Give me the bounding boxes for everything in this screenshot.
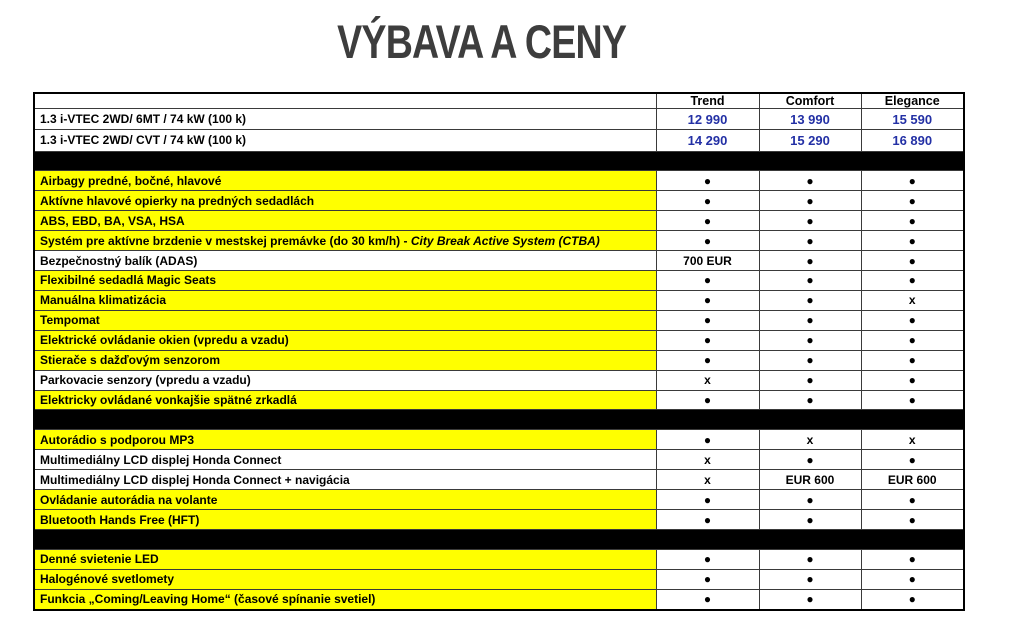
included-dot: ● xyxy=(759,569,861,589)
section-header-row xyxy=(34,530,964,550)
feature-label: Autorádio s podporou MP3 xyxy=(34,430,656,450)
included-dot: ● xyxy=(759,390,861,410)
included-dot: ● xyxy=(861,310,964,330)
included-dot: ● xyxy=(861,271,964,291)
included-dot: ● xyxy=(861,390,964,410)
included-dot: ● xyxy=(759,330,861,350)
feature-row xyxy=(34,510,964,530)
feature-label: Flexibilné sedadlá Magic Seats xyxy=(34,271,656,291)
included-dot: ● xyxy=(861,330,964,350)
option-price-value: EUR 600 xyxy=(759,470,861,490)
included-dot: ● xyxy=(861,211,964,231)
included-dot: ● xyxy=(656,390,759,410)
not-available-x: x xyxy=(759,430,861,450)
feature-row xyxy=(34,549,964,569)
feature-row xyxy=(34,569,964,589)
included-dot: ● xyxy=(759,350,861,370)
feature-row xyxy=(34,370,964,390)
included-dot: ● xyxy=(861,350,964,370)
included-dot: ● xyxy=(759,549,861,569)
included-dot: ● xyxy=(861,510,964,530)
included-dot: ● xyxy=(656,330,759,350)
included-dot: ● xyxy=(759,211,861,231)
price-equipment-table xyxy=(33,92,965,611)
feature-row xyxy=(34,350,964,370)
section-header-label: Audio a komunikácia xyxy=(34,410,964,430)
included-dot: ● xyxy=(656,430,759,450)
feature-label: Stierače s dažďovým senzorom xyxy=(34,350,656,370)
feature-row xyxy=(34,251,964,271)
feature-label: Halogénové svetlomety xyxy=(34,569,656,589)
included-dot: ● xyxy=(656,171,759,191)
section-header-label: Vonkajšie osvetlenie xyxy=(34,530,964,550)
feature-label: Bluetooth Hands Free (HFT) xyxy=(34,510,656,530)
feature-row xyxy=(34,171,964,191)
feature-label: Elektricky ovládané vonkajšie spätné zrkadlá xyxy=(34,390,656,410)
included-dot: ● xyxy=(861,569,964,589)
feature-label: ABS, EBD, BA, VSA, HSA xyxy=(34,211,656,231)
price-value: 13 990 xyxy=(759,109,861,130)
included-dot: ● xyxy=(759,589,861,610)
feature-row xyxy=(34,191,964,211)
price-value: 14 290 xyxy=(656,130,759,151)
included-dot: ● xyxy=(759,271,861,291)
feature-label: Systém pre aktívne brzdenie v mestskej premávke (do 30 km/h) - City Break Active System (CTBA) xyxy=(34,231,656,251)
feature-label: Aktívne hlavové opierky na predných sedadlách xyxy=(34,191,656,211)
feature-row xyxy=(34,231,964,251)
included-dot: ● xyxy=(656,290,759,310)
included-dot: ● xyxy=(759,310,861,330)
included-dot: ● xyxy=(656,569,759,589)
included-dot: ● xyxy=(759,290,861,310)
included-dot: ● xyxy=(759,191,861,211)
included-dot: ● xyxy=(656,271,759,291)
included-dot: ● xyxy=(656,231,759,251)
included-dot: ● xyxy=(656,490,759,510)
feature-row xyxy=(34,310,964,330)
engine-variant-label: 1.3 i-VTEC 2WD/ CVT / 74 kW (100 k) xyxy=(34,130,656,151)
section-header-row xyxy=(34,151,964,171)
option-price-value: EUR 600 xyxy=(861,470,964,490)
not-available-x: x xyxy=(861,430,964,450)
feature-row xyxy=(34,589,964,610)
included-dot: ● xyxy=(861,171,964,191)
included-dot: ● xyxy=(861,450,964,470)
feature-label: Manuálna klimatizácia xyxy=(34,290,656,310)
feature-row xyxy=(34,271,964,291)
feature-label: Parkovacie senzory (vpredu a vzadu) xyxy=(34,370,656,390)
price-row xyxy=(34,130,964,151)
feature-label: Multimediálny LCD displej Honda Connect + navigácia xyxy=(34,470,656,490)
feature-label: Ovládanie autorádia na volante xyxy=(34,490,656,510)
included-dot: ● xyxy=(656,510,759,530)
feature-label: Funkcia „Coming/Leaving Home“ (časové spínanie svetiel) xyxy=(34,589,656,610)
included-dot: ● xyxy=(759,490,861,510)
feature-row xyxy=(34,390,964,410)
included-dot: ● xyxy=(656,589,759,610)
included-dot: ● xyxy=(861,231,964,251)
included-dot: ● xyxy=(861,549,964,569)
option-price-value: 700 EUR xyxy=(656,251,759,271)
feature-label-italic: City Break Active System (CTBA) xyxy=(410,233,600,248)
feature-row xyxy=(34,430,964,450)
included-dot: ● xyxy=(759,510,861,530)
included-dot: ● xyxy=(861,490,964,510)
included-dot: ● xyxy=(861,251,964,271)
included-dot: ● xyxy=(759,251,861,271)
title-container xyxy=(0,14,964,69)
included-dot: ● xyxy=(656,191,759,211)
price-value: 15 290 xyxy=(759,130,861,151)
column-header-row xyxy=(34,93,964,109)
included-dot: ● xyxy=(861,191,964,211)
column-header-trend: Trend xyxy=(656,93,759,109)
feature-row xyxy=(34,290,964,310)
included-dot: ● xyxy=(759,171,861,191)
column-header-comfort: Comfort xyxy=(759,93,861,109)
feature-row xyxy=(34,450,964,470)
feature-row xyxy=(34,470,964,490)
column-header-elegance: Elegance xyxy=(861,93,964,109)
page-title: VÝBAVA A CENY xyxy=(337,15,627,68)
price-value: 16 890 xyxy=(861,130,964,151)
included-dot: ● xyxy=(656,549,759,569)
feature-label: Multimediálny LCD displej Honda Connect xyxy=(34,450,656,470)
table-head xyxy=(34,93,964,109)
table-body xyxy=(34,109,964,611)
feature-label: Airbagy predné, bočné, hlavové xyxy=(34,171,656,191)
included-dot: ● xyxy=(861,370,964,390)
feature-label: Tempomat xyxy=(34,310,656,330)
feature-label: Elektrické ovládanie okien (vpredu a vzadu) xyxy=(34,330,656,350)
not-available-x: x xyxy=(861,290,964,310)
engine-variant-label: 1.3 i-VTEC 2WD/ 6MT / 74 kW (100 k) xyxy=(34,109,656,130)
included-dot: ● xyxy=(656,310,759,330)
price-value: 12 990 xyxy=(656,109,759,130)
not-available-x: x xyxy=(656,450,759,470)
not-available-x: x xyxy=(656,470,759,490)
included-dot: ● xyxy=(656,350,759,370)
not-available-x: x xyxy=(656,370,759,390)
feature-row xyxy=(34,211,964,231)
section-header-row xyxy=(34,410,964,430)
included-dot: ● xyxy=(759,370,861,390)
feature-row xyxy=(34,330,964,350)
included-dot: ● xyxy=(656,211,759,231)
section-header-label: Bezpečnostné prvky a výbava xyxy=(34,151,964,171)
included-dot: ● xyxy=(861,589,964,610)
feature-label: Denné svietenie LED xyxy=(34,549,656,569)
price-value: 15 590 xyxy=(861,109,964,130)
price-row xyxy=(34,109,964,130)
included-dot: ● xyxy=(759,231,861,251)
included-dot: ● xyxy=(759,450,861,470)
feature-label: Bezpečnostný balík (ADAS) xyxy=(34,251,656,271)
feature-row xyxy=(34,490,964,510)
empty-header-cell xyxy=(34,93,656,109)
